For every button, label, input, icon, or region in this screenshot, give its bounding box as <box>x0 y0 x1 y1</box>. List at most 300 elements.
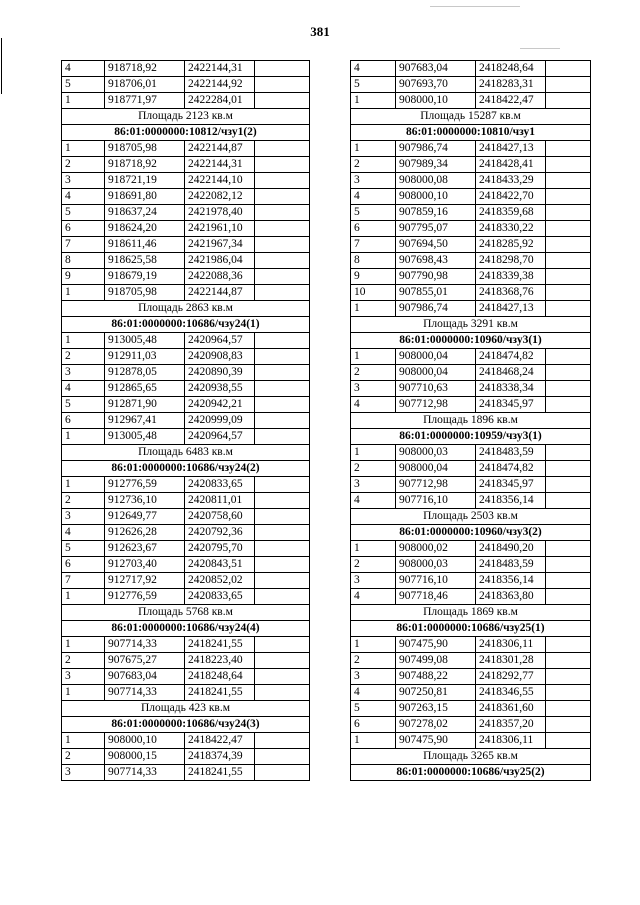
area-label: Площадь 2503 кв.м <box>351 509 591 525</box>
parcel-id-row <box>351 333 591 349</box>
point-row <box>62 397 310 413</box>
x-coordinate: 908000,03 <box>396 557 476 573</box>
y-coordinate: 2420999,09 <box>185 413 255 429</box>
point-row <box>351 493 591 509</box>
x-coordinate: 918679,19 <box>105 269 185 285</box>
y-coordinate: 2418474,82 <box>476 461 546 477</box>
point-row <box>62 61 310 77</box>
y-coordinate: 2418292,77 <box>476 669 546 685</box>
y-coordinate: 2418356,14 <box>476 573 546 589</box>
point-number: 7 <box>62 573 105 589</box>
coordinates-table-right <box>350 60 591 781</box>
point-row <box>62 525 310 541</box>
x-coordinate: 907683,04 <box>396 61 476 77</box>
point-number: 2 <box>62 157 105 173</box>
x-coordinate: 918718,92 <box>105 157 185 173</box>
point-number: 3 <box>351 669 396 685</box>
point-row <box>351 173 591 189</box>
point-row <box>351 157 591 173</box>
y-coordinate: 2418283,31 <box>476 77 546 93</box>
point-row <box>62 653 310 669</box>
x-coordinate: 907714,33 <box>105 765 185 781</box>
parcel-id: 86:01:0000000:10686/чзу25(1) <box>351 621 591 637</box>
point-number: 1 <box>351 541 396 557</box>
x-coordinate: 908000,04 <box>396 461 476 477</box>
empty-cell <box>546 381 591 397</box>
x-coordinate: 912878,05 <box>105 365 185 381</box>
empty-cell <box>546 637 591 653</box>
point-number: 1 <box>62 141 105 157</box>
point-row <box>62 93 310 109</box>
area-row <box>62 701 310 717</box>
area-row <box>351 317 591 333</box>
x-coordinate: 908000,10 <box>396 189 476 205</box>
x-coordinate: 907712,98 <box>396 477 476 493</box>
point-number: 3 <box>62 509 105 525</box>
empty-cell <box>546 173 591 189</box>
y-coordinate: 2418363,80 <box>476 589 546 605</box>
x-coordinate: 907712,98 <box>396 397 476 413</box>
y-coordinate: 2420843,51 <box>185 557 255 573</box>
area-row <box>62 109 310 125</box>
y-coordinate: 2422082,12 <box>185 189 255 205</box>
empty-cell <box>255 509 310 525</box>
point-row <box>62 285 310 301</box>
area-row <box>62 605 310 621</box>
parcel-id: 86:01:0000000:10812/чзу1(2) <box>62 125 310 141</box>
point-number: 2 <box>62 653 105 669</box>
parcel-id: 86:01:0000000:10960/чзу3(2) <box>351 525 591 541</box>
point-number: 6 <box>62 557 105 573</box>
y-coordinate: 2418422,70 <box>476 189 546 205</box>
parcel-id-row <box>62 317 310 333</box>
x-coordinate: 918705,98 <box>105 141 185 157</box>
x-coordinate: 907263,15 <box>396 701 476 717</box>
y-coordinate: 2420852,02 <box>185 573 255 589</box>
empty-cell <box>546 205 591 221</box>
point-row <box>62 749 310 765</box>
parcel-id-row <box>351 429 591 445</box>
y-coordinate: 2420964,57 <box>185 429 255 445</box>
area-label: Площадь 1869 кв.м <box>351 605 591 621</box>
x-coordinate: 907714,33 <box>105 685 185 701</box>
empty-cell <box>255 573 310 589</box>
y-coordinate: 2421961,10 <box>185 221 255 237</box>
area-row <box>351 749 591 765</box>
y-coordinate: 2422088,36 <box>185 269 255 285</box>
parcel-id: 86:01:0000000:10960/чзу3(1) <box>351 333 591 349</box>
point-number: 3 <box>62 765 105 781</box>
point-row <box>351 685 591 701</box>
empty-cell <box>546 269 591 285</box>
y-coordinate: 2420908,83 <box>185 349 255 365</box>
x-coordinate: 907716,10 <box>396 493 476 509</box>
x-coordinate: 913005,48 <box>105 333 185 349</box>
x-coordinate: 912626,28 <box>105 525 185 541</box>
y-coordinate: 2418306,11 <box>476 637 546 653</box>
x-coordinate: 918691,80 <box>105 189 185 205</box>
point-number: 5 <box>62 397 105 413</box>
point-row <box>351 349 591 365</box>
area-row <box>62 445 310 461</box>
y-coordinate: 2420942,21 <box>185 397 255 413</box>
point-number: 1 <box>62 589 105 605</box>
parcel-id: 86:01:0000000:10686/чзу24(1) <box>62 317 310 333</box>
x-coordinate: 907499,08 <box>396 653 476 669</box>
point-row <box>351 445 591 461</box>
point-number: 4 <box>62 381 105 397</box>
x-coordinate: 918771,97 <box>105 93 185 109</box>
empty-cell <box>255 669 310 685</box>
empty-cell <box>546 77 591 93</box>
point-row <box>62 573 310 589</box>
y-coordinate: 2418357,20 <box>476 717 546 733</box>
point-row <box>62 173 310 189</box>
parcel-id: 86:01:0000000:10686/чзу24(4) <box>62 621 310 637</box>
x-coordinate: 912623,67 <box>105 541 185 557</box>
point-row <box>351 461 591 477</box>
x-coordinate: 907278,02 <box>396 717 476 733</box>
x-coordinate: 907710,63 <box>396 381 476 397</box>
point-number: 1 <box>62 429 105 445</box>
y-coordinate: 2418330,22 <box>476 221 546 237</box>
point-row <box>351 573 591 589</box>
point-number: 2 <box>351 557 396 573</box>
point-number: 2 <box>62 749 105 765</box>
y-coordinate: 2420938,55 <box>185 381 255 397</box>
y-coordinate: 2418483,59 <box>476 445 546 461</box>
parcel-id-row <box>62 717 310 733</box>
x-coordinate: 907694,50 <box>396 237 476 253</box>
point-row <box>351 381 591 397</box>
x-coordinate: 912776,59 <box>105 589 185 605</box>
point-number: 8 <box>351 253 396 269</box>
point-row <box>351 397 591 413</box>
x-coordinate: 918624,20 <box>105 221 185 237</box>
x-coordinate: 907795,07 <box>396 221 476 237</box>
point-number: 4 <box>351 493 396 509</box>
point-row <box>62 541 310 557</box>
x-coordinate: 912967,41 <box>105 413 185 429</box>
parcel-id-row <box>351 125 591 141</box>
area-row <box>351 413 591 429</box>
point-row <box>351 477 591 493</box>
empty-cell <box>546 397 591 413</box>
parcel-id-row <box>351 621 591 637</box>
empty-cell <box>255 285 310 301</box>
x-coordinate: 912911,03 <box>105 349 185 365</box>
empty-cell <box>255 365 310 381</box>
point-number: 1 <box>62 685 105 701</box>
y-coordinate: 2418374,39 <box>185 749 255 765</box>
area-label: Площадь 5768 кв.м <box>62 605 310 621</box>
empty-cell <box>546 349 591 365</box>
empty-cell <box>255 477 310 493</box>
point-number: 3 <box>351 173 396 189</box>
y-coordinate: 2422144,10 <box>185 173 255 189</box>
y-coordinate: 2420811,01 <box>185 493 255 509</box>
point-number: 10 <box>351 285 396 301</box>
x-coordinate: 918625,58 <box>105 253 185 269</box>
point-number: 1 <box>351 733 396 749</box>
x-coordinate: 908000,10 <box>105 733 185 749</box>
point-number: 4 <box>351 685 396 701</box>
y-coordinate: 2418248,64 <box>185 669 255 685</box>
point-row <box>351 61 591 77</box>
empty-cell <box>546 157 591 173</box>
point-row <box>62 413 310 429</box>
scan-artifact <box>520 48 560 49</box>
y-coordinate: 2418301,28 <box>476 653 546 669</box>
point-row <box>62 429 310 445</box>
empty-cell <box>546 685 591 701</box>
x-coordinate: 918637,24 <box>105 205 185 221</box>
empty-cell <box>255 749 310 765</box>
point-number: 4 <box>62 61 105 77</box>
point-row <box>351 669 591 685</box>
x-coordinate: 913005,48 <box>105 429 185 445</box>
empty-cell <box>255 269 310 285</box>
point-number: 1 <box>351 93 396 109</box>
x-coordinate: 907714,33 <box>105 637 185 653</box>
y-coordinate: 2420792,36 <box>185 525 255 541</box>
point-row <box>62 509 310 525</box>
empty-cell <box>255 525 310 541</box>
x-coordinate: 907716,10 <box>396 573 476 589</box>
y-coordinate: 2418306,11 <box>476 733 546 749</box>
empty-cell <box>546 493 591 509</box>
scan-artifact <box>430 6 520 7</box>
y-coordinate: 2418474,82 <box>476 349 546 365</box>
x-coordinate: 912703,40 <box>105 557 185 573</box>
point-number: 3 <box>62 173 105 189</box>
parcel-id-row <box>351 525 591 541</box>
point-number: 9 <box>351 269 396 285</box>
x-coordinate: 912736,10 <box>105 493 185 509</box>
point-row <box>62 557 310 573</box>
point-number: 5 <box>62 205 105 221</box>
y-coordinate: 2421967,34 <box>185 237 255 253</box>
y-coordinate: 2422144,92 <box>185 77 255 93</box>
y-coordinate: 2418339,38 <box>476 269 546 285</box>
y-coordinate: 2418338,34 <box>476 381 546 397</box>
y-coordinate: 2418483,59 <box>476 557 546 573</box>
empty-cell <box>546 477 591 493</box>
x-coordinate: 908000,15 <box>105 749 185 765</box>
empty-cell <box>546 653 591 669</box>
empty-cell <box>255 205 310 221</box>
y-coordinate: 2420833,65 <box>185 477 255 493</box>
point-number: 3 <box>62 365 105 381</box>
parcel-id-row <box>62 125 310 141</box>
point-number: 4 <box>351 189 396 205</box>
point-number: 6 <box>351 717 396 733</box>
point-row <box>62 205 310 221</box>
point-row <box>62 349 310 365</box>
x-coordinate: 907718,46 <box>396 589 476 605</box>
point-number: 5 <box>351 77 396 93</box>
point-row <box>62 141 310 157</box>
parcel-id: 86:01:0000000:10686/чзу24(3) <box>62 717 310 733</box>
point-number: 4 <box>351 397 396 413</box>
point-row <box>62 493 310 509</box>
point-row <box>351 141 591 157</box>
point-number: 2 <box>62 349 105 365</box>
y-coordinate: 2418241,55 <box>185 685 255 701</box>
y-coordinate: 2418422,47 <box>476 93 546 109</box>
x-coordinate: 912649,77 <box>105 509 185 525</box>
point-number: 2 <box>351 653 396 669</box>
point-row <box>62 637 310 653</box>
y-coordinate: 2418241,55 <box>185 765 255 781</box>
parcel-id: 86:01:0000000:10959/чзу3(1) <box>351 429 591 445</box>
y-coordinate: 2420758,60 <box>185 509 255 525</box>
y-coordinate: 2418345,97 <box>476 397 546 413</box>
point-row <box>351 717 591 733</box>
empty-cell <box>255 637 310 653</box>
x-coordinate: 907698,43 <box>396 253 476 269</box>
point-row <box>351 205 591 221</box>
x-coordinate: 907683,04 <box>105 669 185 685</box>
parcel-id: 86:01:0000000:10810/чзу1 <box>351 125 591 141</box>
point-number: 5 <box>351 701 396 717</box>
empty-cell <box>546 669 591 685</box>
x-coordinate: 918718,92 <box>105 61 185 77</box>
empty-cell <box>546 589 591 605</box>
x-coordinate: 907475,90 <box>396 637 476 653</box>
coordinates-table <box>350 60 591 781</box>
y-coordinate: 2418298,70 <box>476 253 546 269</box>
point-row <box>62 477 310 493</box>
y-coordinate: 2420833,65 <box>185 589 255 605</box>
point-number: 2 <box>351 157 396 173</box>
point-number: 2 <box>62 493 105 509</box>
empty-cell <box>546 237 591 253</box>
x-coordinate: 918611,46 <box>105 237 185 253</box>
coordinates-table-left <box>61 60 310 781</box>
x-coordinate: 918705,98 <box>105 285 185 301</box>
point-number: 1 <box>62 637 105 653</box>
empty-cell <box>546 93 591 109</box>
point-row <box>351 557 591 573</box>
y-coordinate: 2422144,87 <box>185 141 255 157</box>
point-row <box>62 733 310 749</box>
point-number: 3 <box>351 381 396 397</box>
point-row <box>351 733 591 749</box>
empty-cell <box>546 461 591 477</box>
x-coordinate: 912871,90 <box>105 397 185 413</box>
point-number: 4 <box>351 589 396 605</box>
empty-cell <box>255 765 310 781</box>
y-coordinate: 2418422,47 <box>185 733 255 749</box>
empty-cell <box>255 221 310 237</box>
y-coordinate: 2420964,57 <box>185 333 255 349</box>
empty-cell <box>255 397 310 413</box>
empty-cell <box>255 61 310 77</box>
x-coordinate: 907675,27 <box>105 653 185 669</box>
point-row <box>62 77 310 93</box>
x-coordinate: 908000,10 <box>396 93 476 109</box>
point-number: 9 <box>62 269 105 285</box>
x-coordinate: 908000,08 <box>396 173 476 189</box>
point-number: 1 <box>351 301 396 317</box>
x-coordinate: 907250,81 <box>396 685 476 701</box>
point-row <box>351 269 591 285</box>
point-number: 6 <box>62 413 105 429</box>
empty-cell <box>546 189 591 205</box>
empty-cell <box>546 557 591 573</box>
point-number: 3 <box>62 669 105 685</box>
point-row <box>351 285 591 301</box>
empty-cell <box>255 141 310 157</box>
x-coordinate: 908000,02 <box>396 541 476 557</box>
point-row <box>62 269 310 285</box>
y-coordinate: 2418346,55 <box>476 685 546 701</box>
y-coordinate: 2418345,97 <box>476 477 546 493</box>
x-coordinate: 912776,59 <box>105 477 185 493</box>
y-coordinate: 2418468,24 <box>476 365 546 381</box>
point-row <box>351 301 591 317</box>
point-row <box>62 669 310 685</box>
parcel-id: 86:01:0000000:10686/чзу24(2) <box>62 461 310 477</box>
point-number: 7 <box>351 237 396 253</box>
point-number: 1 <box>351 349 396 365</box>
y-coordinate: 2418248,64 <box>476 61 546 77</box>
point-row <box>351 189 591 205</box>
point-number: 6 <box>62 221 105 237</box>
y-coordinate: 2421978,40 <box>185 205 255 221</box>
point-row <box>62 189 310 205</box>
empty-cell <box>255 349 310 365</box>
area-label: Площадь 1896 кв.м <box>351 413 591 429</box>
empty-cell <box>546 285 591 301</box>
point-number: 6 <box>351 221 396 237</box>
point-number: 1 <box>351 445 396 461</box>
x-coordinate: 907475,90 <box>396 733 476 749</box>
empty-cell <box>255 541 310 557</box>
point-number: 4 <box>351 61 396 77</box>
x-coordinate: 908000,04 <box>396 349 476 365</box>
point-number: 1 <box>351 637 396 653</box>
y-coordinate: 2422144,31 <box>185 157 255 173</box>
area-label: Площадь 15287 кв.м <box>351 109 591 125</box>
empty-cell <box>546 445 591 461</box>
y-coordinate: 2420795,70 <box>185 541 255 557</box>
point-number: 1 <box>351 141 396 157</box>
y-coordinate: 2418427,13 <box>476 301 546 317</box>
empty-cell <box>546 141 591 157</box>
x-coordinate: 912717,92 <box>105 573 185 589</box>
parcel-id-row <box>62 621 310 637</box>
empty-cell <box>255 77 310 93</box>
point-number: 7 <box>62 237 105 253</box>
point-row <box>62 765 310 781</box>
y-coordinate: 2418359,68 <box>476 205 546 221</box>
x-coordinate: 907488,22 <box>396 669 476 685</box>
area-label: Площадь 6483 кв.м <box>62 445 310 461</box>
empty-cell <box>255 253 310 269</box>
x-coordinate: 907986,74 <box>396 141 476 157</box>
empty-cell <box>255 493 310 509</box>
point-number: 1 <box>62 285 105 301</box>
empty-cell <box>546 61 591 77</box>
x-coordinate: 907989,34 <box>396 157 476 173</box>
point-number: 3 <box>351 573 396 589</box>
empty-cell <box>546 717 591 733</box>
point-row <box>62 157 310 173</box>
point-number: 4 <box>62 525 105 541</box>
point-number: 4 <box>62 189 105 205</box>
